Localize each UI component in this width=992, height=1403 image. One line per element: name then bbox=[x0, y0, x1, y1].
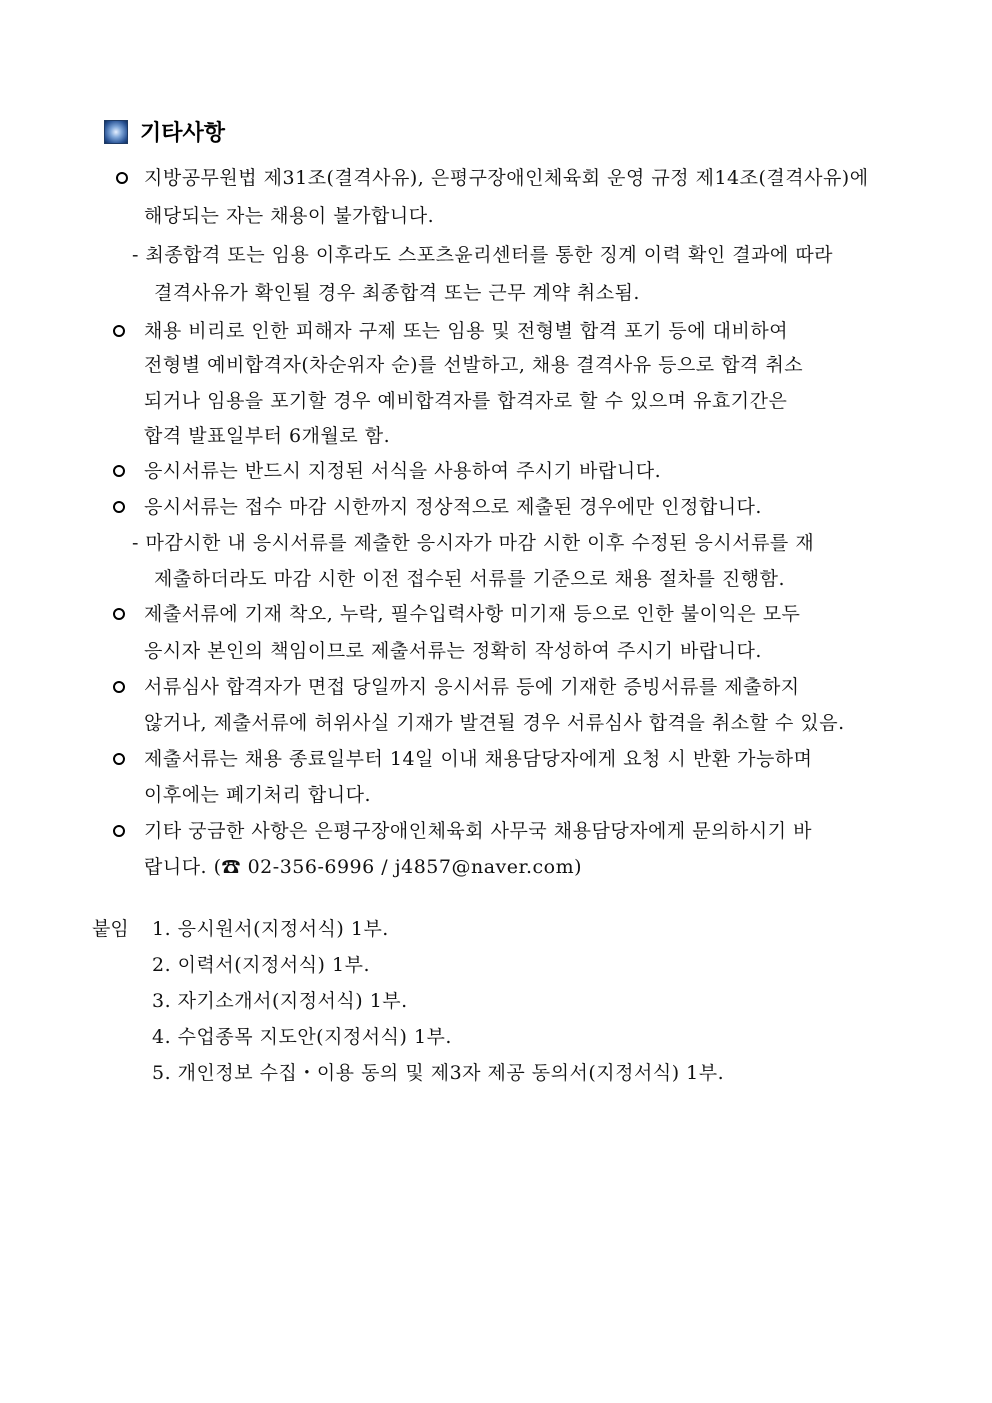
circle-bullet-icon bbox=[113, 325, 125, 337]
item-line: 서류심사 합격자가 면접 당일까지 응시서류 등에 기재한 증빙서류를 제출하지 bbox=[144, 676, 800, 698]
item-line: 전형별 예비합격자(차순위자 순)를 선발하고, 채용 결격사유 등으로 합격 취소 bbox=[144, 354, 804, 376]
dash-line: - 마감시한 내 응시서류를 제출한 응시자가 마감 시한 이후 수정된 응시서류를 재 bbox=[132, 532, 815, 554]
item-line: 제출서류는 채용 종료일부터 14일 이내 채용담당자에게 요청 시 반환 가능하며 bbox=[144, 748, 813, 770]
circle-bullet-icon bbox=[113, 501, 125, 513]
section-title: 기타사항 bbox=[140, 121, 226, 146]
attachment-label: 붙임 bbox=[92, 918, 129, 940]
item-line: 응시자 본인의 책임이므로 제출서류는 정확히 작성하여 주시기 바랍니다. bbox=[144, 640, 762, 662]
item-line: 응시서류는 접수 마감 시한까지 정상적으로 제출된 경우에만 인정합니다. bbox=[144, 496, 762, 518]
attachment-item: 1. 응시원서(지정서식) 1부. bbox=[152, 918, 389, 940]
item-line: 않거나, 제출서류에 허위사실 기재가 발견될 경우 서류심사 합격을 취소할 수 있음. bbox=[144, 712, 845, 734]
square-bullet-icon bbox=[104, 120, 128, 144]
dash-line: - 최종합격 또는 임용 이후라도 스포츠윤리센터를 통한 징계 이력 확인 결과에 따라 bbox=[132, 244, 834, 266]
attachment-item: 5. 개인정보 수집・이용 동의 및 제3자 제공 동의서(지정서식) 1부. bbox=[152, 1062, 725, 1084]
item-line: 해당되는 자는 채용이 불가합니다. bbox=[144, 205, 435, 227]
item-line: 이후에는 폐기처리 합니다. bbox=[144, 784, 372, 806]
circle-bullet-icon bbox=[113, 753, 125, 765]
attachment-item: 4. 수업종목 지도안(지정서식) 1부. bbox=[152, 1026, 452, 1048]
item-line: 응시서류는 반드시 지정된 서식을 사용하여 주시기 바랍니다. bbox=[144, 460, 662, 482]
dash-line: 결격사유가 확인될 경우 최종합격 또는 근무 계약 취소됨. bbox=[154, 282, 640, 304]
circle-bullet-icon bbox=[113, 465, 125, 477]
dash-line: 제출하더라도 마감 시한 이전 접수된 서류를 기준으로 채용 절차를 진행함. bbox=[154, 568, 786, 590]
circle-bullet-icon bbox=[116, 172, 128, 184]
circle-bullet-icon bbox=[113, 681, 125, 693]
attachment-item: 2. 이력서(지정서식) 1부. bbox=[152, 954, 370, 976]
item-line: 채용 비리로 인한 피해자 구제 또는 임용 및 전형별 합격 포기 등에 대비하여 bbox=[144, 320, 789, 342]
section-heading bbox=[104, 116, 225, 147]
circle-bullet-icon bbox=[113, 608, 125, 620]
item-line: 랍니다. (☎ 02-356-6996 / j4857@naver.com) bbox=[144, 856, 583, 878]
circle-bullet-icon bbox=[113, 825, 125, 837]
item-line: 합격 발표일부터 6개월로 함. bbox=[144, 425, 391, 447]
item-line: 제출서류에 기재 착오, 누락, 필수입력사항 미기재 등으로 인한 불이익은 모두 bbox=[144, 603, 801, 625]
item-line: 기타 궁금한 사항은 은평구장애인체육회 사무국 채용담당자에게 문의하시기 바 bbox=[144, 820, 812, 842]
item-line: 지방공무원법 제31조(결격사유), 은평구장애인체육회 운영 규정 제14조(결격사유)에 bbox=[144, 167, 869, 189]
item-line: 되거나 임용을 포기할 경우 예비합격자를 합격자로 할 수 있으며 유효기간은 bbox=[144, 390, 788, 412]
attachment-item: 3. 자기소개서(지정서식) 1부. bbox=[152, 990, 408, 1012]
